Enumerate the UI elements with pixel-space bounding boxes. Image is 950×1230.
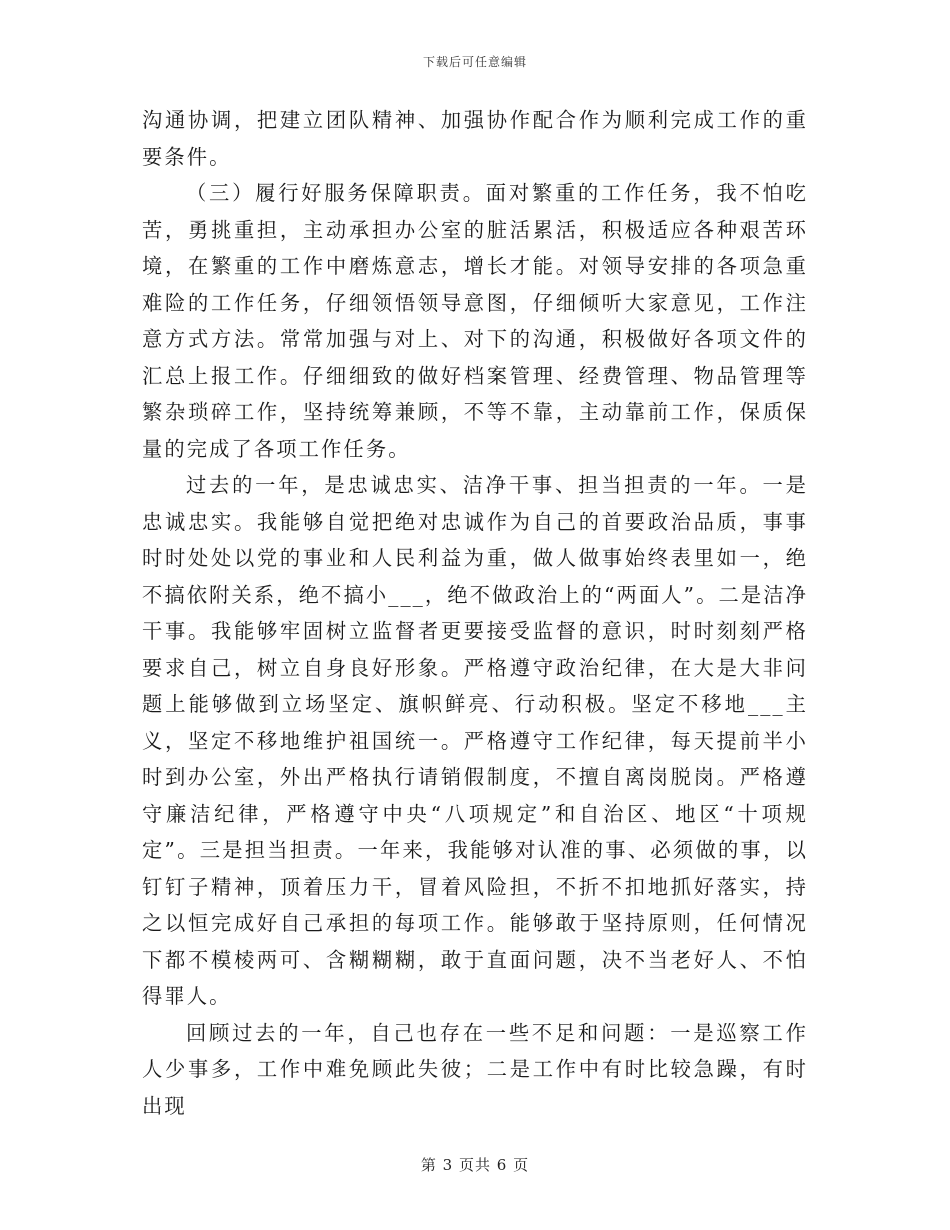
paragraph-continuation: 沟通协调，把建立团队精神、加强协作配合作为顺利完成工作的重要条件。: [142, 108, 808, 169]
document-body: [142, 102, 808, 1124]
page-header: 下载后可任意编辑: [422, 55, 527, 69]
paragraph-service-duty: （三）履行好服务保障职责。面对繁重的工作任务，我不怕吃苦，勇挑重担，主动承担办公室的脏活累活，积极适应各种艰苦环境，在繁重的工作中磨炼意志，增长才能。对领导安排的各项急重难险的工作任务，仔细领悟领导意图，仔细倾听大家意见，工作注意方式方法。常常加强与对上、对下的沟通，积极做好各项文件的汇总上报工作。仔细细致的做好档案管理、经费管理、物品管理等繁杂琐碎工作，坚持统筹兼顾，不等不靠，主动靠前工作，保质保量的完成了各项工作任务。: [142, 181, 808, 461]
paragraph-shortcomings: 回顾过去的一年，自己也存在一些不足和问题：一是巡察工作人少事多，工作中难免顾此失彼；二是工作中有时比较急躁，有时出现: [142, 1020, 808, 1118]
page-number-footer: 第 3 页共 6 页: [420, 1156, 530, 1174]
paragraph-past-year: 过去的一年，是忠诚忠实、洁净干事、担当担责的一年。一是忠诚忠实。我能够自觉把绝对忠诚作为自己的首要政治品质，事事时时处处以党的事业和人民利益为重，做人做事始终表里如一，绝不搞依附关系，绝不搞小___，绝不做政治上的“两面人”。二是洁净干事。我能够牢固树立监督者更要接受监督的意识，时时刻刻严格要求自己，树立自身良好形象。严格遵守政治纪律，在大是大非问题上能够做到立场坚定、旗帜鲜亮、行动积极。坚定不移地___主义，坚定不移地维护祖国统一。严格遵守工作纪律，每天提前半小时到办公室，外出严格执行请销假制度，不擅自离岗脱岗。严格遵守廉洁纪律，严格遵守中央“八项规定”和自治区、地区“十项规定”。三是担当担责。一年来，我能够对认准的事、必须做的事，以钉钉子精神，顶着压力干，冒着风险担，不折不扣地抓好落实，持之以恒完成好自己承担的每项工作。能够敢于坚持原则，任何情况下都不模棱两可、含糊糊糊，敢于直面问题，决不当老好人、不怕得罪人。: [142, 473, 808, 1008]
